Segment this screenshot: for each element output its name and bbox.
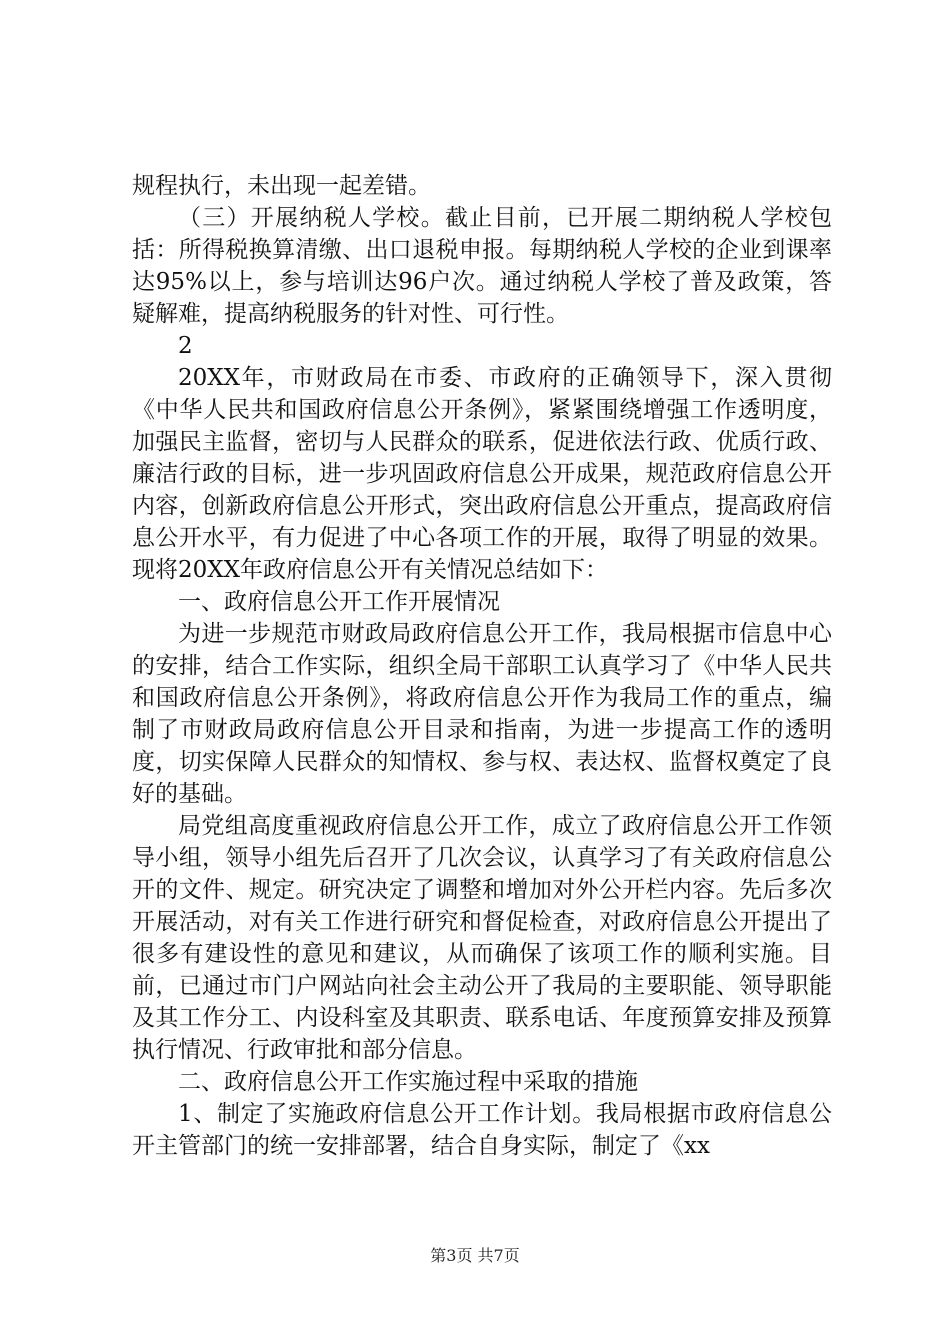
paragraph-number: 2 [178, 333, 193, 359]
paragraph-section-2a: 1、制定了实施政府信息公开工作计划。我局根据市政府信息公开主管部门的统一安排部署，结合自身实际，制定了《xx [132, 1101, 832, 1159]
section-heading-1: 一、政府信息公开工作开展情况 [178, 589, 500, 615]
document-body [132, 170, 832, 1162]
section-heading-2: 二、政府信息公开工作实施过程中采取的措施 [178, 1069, 638, 1095]
paragraph-taxpayer-school: （三）开展纳税人学校。截止目前，已开展二期纳税人学校包括：所得税换算清缴、出口退税申报。每期纳税人学校的企业到课率达95%以上，参与培训达96户次。通过纳税人学校了普及政策，答疑解难，提高纳税服务的针对性、可行性。 [132, 205, 832, 327]
paragraph-intro: 20XX年，市财政局在市委、市政府的正确领导下，深入贯彻《中华人民共和国政府信息公开条例》，紧紧围绕增强工作透明度，加强民主监督，密切与人民群众的联系，促进依法行政、优质行政、廉洁行政的目标，进一步巩固政府信息公开成果，规范政府信息公开内容，创新政府信息公开形式，突出政府信息公开重点，提高政府信息公开水平，有力促进了中心各项工作的开展，取得了明显的效果。现将20XX年政府信息公开有关情况总结如下： [132, 365, 832, 583]
paragraph-section-1b: 局党组高度重视政府信息公开工作，成立了政府信息公开工作领导小组，领导小组先后召开了几次会议，认真学习了有关政府信息公开的文件、规定。研究决定了调整和增加对外公开栏内容。先后多次开展活动，对有关工作进行研究和督促检查，对政府信息公开提出了很多有建设性的意见和建议，从而确保了该项工作的顺利实施。目前，已通过市门户网站向社会主动公开了我局的主要职能、领导职能及其工作分工、内设科室及其职责、联系电话、年度预算安排及预算执行情况、行政审批和部分信息。 [132, 813, 832, 1063]
paragraph-section-1a: 为进一步规范市财政局政府信息公开工作，我局根据市信息中心的安排，结合工作实际，组织全局干部职工认真学习了《中华人民共和国政府信息公开条例》，将政府信息公开作为我局工作的重点，编制了市财政局政府信息公开目录和指南，为进一步提高工作的透明度，切实保障人民群众的知情权、参与权、表达权、监督权奠定了良好的基础。 [132, 621, 832, 807]
paragraph-continuation: 规程执行，未出现一起差错。 [132, 173, 431, 199]
page-footer: 第3页 共7页 [430, 1246, 520, 1265]
